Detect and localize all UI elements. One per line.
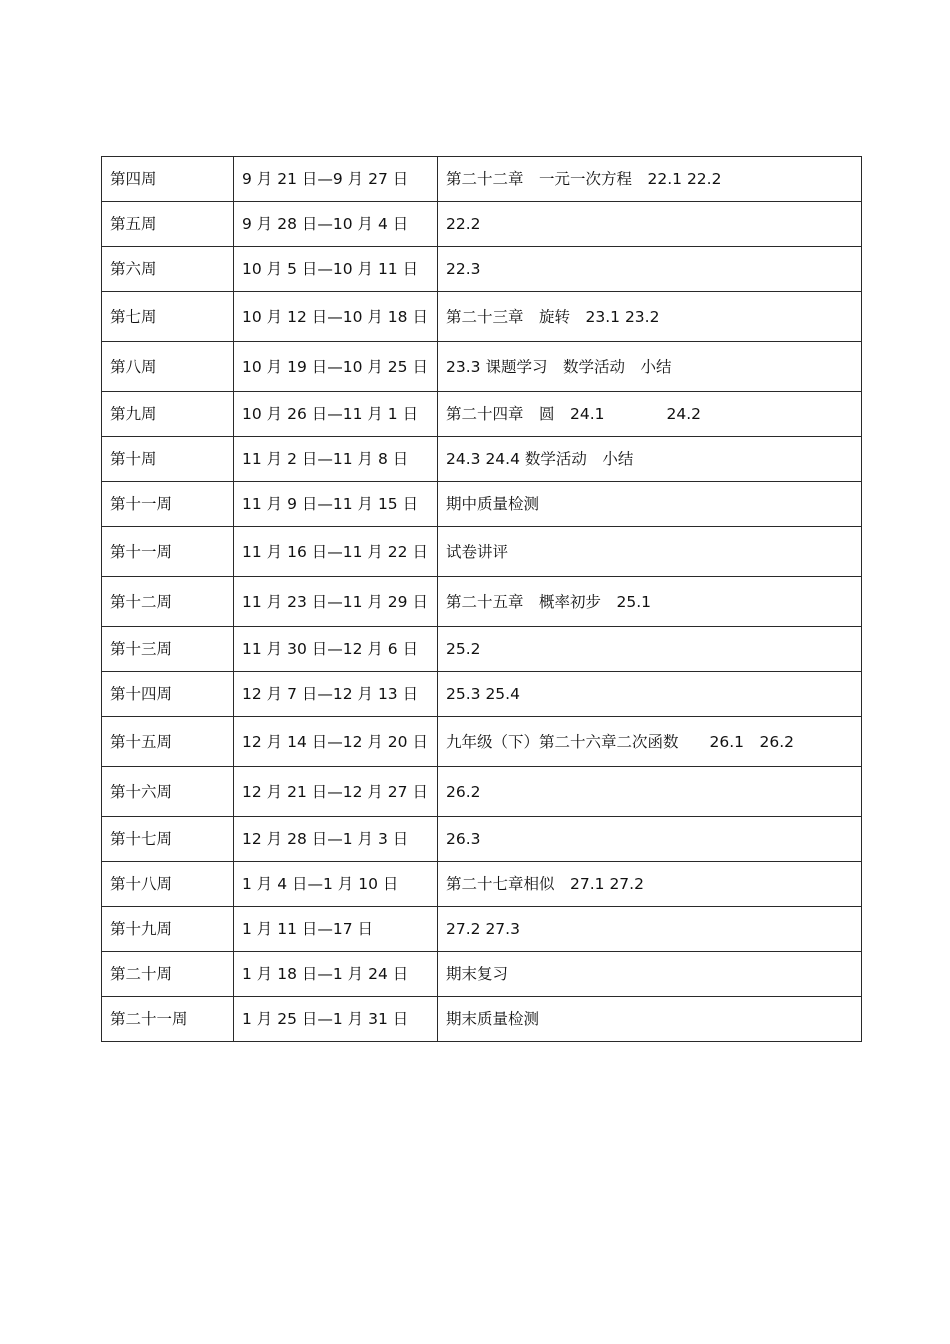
table-row: [102, 202, 862, 247]
table-row: [102, 817, 862, 862]
week-cell: 第十八周: [102, 862, 234, 907]
week-cell: 第十五周: [102, 717, 234, 767]
date-cell: 12 月 21 日—12 月 27 日: [234, 767, 438, 817]
week-cell: 第二十周: [102, 952, 234, 997]
week-cell: 第六周: [102, 247, 234, 292]
week-cell: 第十周: [102, 437, 234, 482]
date-cell: 12 月 7 日—12 月 13 日: [234, 672, 438, 717]
table-row: [102, 342, 862, 392]
table-row: [102, 292, 862, 342]
table-row: [102, 527, 862, 577]
table-row: [102, 862, 862, 907]
date-cell: 10 月 5 日—10 月 11 日: [234, 247, 438, 292]
table-row: [102, 907, 862, 952]
content-cell: 22.2: [438, 202, 862, 247]
content-cell: 22.3: [438, 247, 862, 292]
content-cell: 期中质量检测: [438, 482, 862, 527]
content-cell: 25.3 25.4: [438, 672, 862, 717]
week-cell: 第五周: [102, 202, 234, 247]
date-cell: 12 月 14 日—12 月 20 日: [234, 717, 438, 767]
content-cell: 九年级（下）第二十六章二次函数 26.1 26.2: [438, 717, 862, 767]
table-row: [102, 482, 862, 527]
date-cell: 12 月 28 日—1 月 3 日: [234, 817, 438, 862]
week-cell: 第十一周: [102, 527, 234, 577]
week-cell: 第十四周: [102, 672, 234, 717]
date-cell: 11 月 2 日—11 月 8 日: [234, 437, 438, 482]
date-cell: 11 月 30 日—12 月 6 日: [234, 627, 438, 672]
week-cell: 第十九周: [102, 907, 234, 952]
table-row: [102, 672, 862, 717]
content-cell: 第二十二章 一元一次方程 22.1 22.2: [438, 157, 862, 202]
table-row: [102, 952, 862, 997]
table-row: [102, 247, 862, 292]
week-cell: 第十六周: [102, 767, 234, 817]
date-cell: 9 月 28 日—10 月 4 日: [234, 202, 438, 247]
week-cell: 第九周: [102, 392, 234, 437]
week-cell: 第十一周: [102, 482, 234, 527]
content-cell: 27.2 27.3: [438, 907, 862, 952]
week-cell: 第四周: [102, 157, 234, 202]
content-cell: 26.3: [438, 817, 862, 862]
table-row: [102, 997, 862, 1042]
date-cell: 9 月 21 日—9 月 27 日: [234, 157, 438, 202]
date-cell: 10 月 26 日—11 月 1 日: [234, 392, 438, 437]
date-cell: 10 月 12 日—10 月 18 日: [234, 292, 438, 342]
content-cell: 26.2: [438, 767, 862, 817]
table-row: [102, 437, 862, 482]
date-cell: 1 月 25 日—1 月 31 日: [234, 997, 438, 1042]
date-cell: 1 月 4 日—1 月 10 日: [234, 862, 438, 907]
content-cell: 期末质量检测: [438, 997, 862, 1042]
teaching-schedule-table: [101, 156, 862, 1042]
table-row: [102, 157, 862, 202]
date-cell: 1 月 11 日—17 日: [234, 907, 438, 952]
date-cell: 10 月 19 日—10 月 25 日: [234, 342, 438, 392]
content-cell: 25.2: [438, 627, 862, 672]
content-cell: 23.3 课题学习 数学活动 小结: [438, 342, 862, 392]
content-cell: 第二十五章 概率初步 25.1: [438, 577, 862, 627]
content-cell: 第二十七章相似 27.1 27.2: [438, 862, 862, 907]
content-cell: 试卷讲评: [438, 527, 862, 577]
date-cell: 11 月 9 日—11 月 15 日: [234, 482, 438, 527]
table-row: [102, 627, 862, 672]
week-cell: 第八周: [102, 342, 234, 392]
content-cell: 24.3 24.4 数学活动 小结: [438, 437, 862, 482]
content-cell: 期末复习: [438, 952, 862, 997]
table-row: [102, 767, 862, 817]
table-row: [102, 717, 862, 767]
week-cell: 第十二周: [102, 577, 234, 627]
week-cell: 第七周: [102, 292, 234, 342]
table-row: [102, 392, 862, 437]
content-cell: 第二十四章 圆 24.1 24.2: [438, 392, 862, 437]
week-cell: 第十三周: [102, 627, 234, 672]
date-cell: 1 月 18 日—1 月 24 日: [234, 952, 438, 997]
week-cell: 第十七周: [102, 817, 234, 862]
content-cell: 第二十三章 旋转 23.1 23.2: [438, 292, 862, 342]
date-cell: 11 月 23 日—11 月 29 日: [234, 577, 438, 627]
table-row: [102, 577, 862, 627]
date-cell: 11 月 16 日—11 月 22 日: [234, 527, 438, 577]
week-cell: 第二十一周: [102, 997, 234, 1042]
